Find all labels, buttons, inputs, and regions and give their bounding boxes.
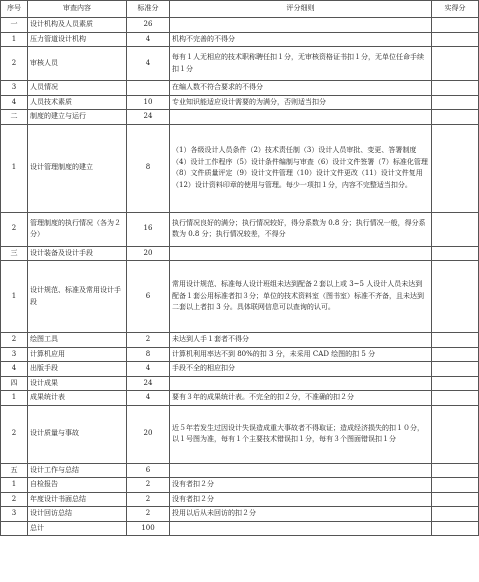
actual-score — [432, 376, 479, 391]
standard-score: 8 — [127, 347, 170, 362]
row-number: 五 — [1, 463, 28, 478]
actual-score — [432, 333, 479, 348]
table-header-row — [1, 1, 479, 18]
actual-score — [432, 212, 479, 246]
review-item: 设计装备及设计手段 — [28, 246, 127, 261]
actual-score — [432, 246, 479, 261]
row-number: 2 — [1, 333, 28, 348]
table-row — [1, 333, 479, 348]
review-item: 绘图工具 — [28, 333, 127, 348]
table-row — [1, 492, 479, 507]
actual-score — [432, 405, 479, 463]
table-row — [1, 81, 479, 96]
actual-score — [432, 95, 479, 110]
table-row — [1, 32, 479, 47]
table-row — [1, 110, 479, 125]
standard-score: 2 — [127, 478, 170, 493]
review-item: 压力管道设计机构 — [28, 32, 127, 47]
row-number: 1 — [1, 478, 28, 493]
header-no: 序号 — [1, 1, 28, 18]
review-item: 设计质量与事故 — [28, 405, 127, 463]
row-number: 2 — [1, 47, 28, 81]
standard-score: 4 — [127, 47, 170, 81]
scoring-rule: 常用设计规范、标准每人设计班组未达到配备２套以上或 3~5 人设计人员未达到配备１套公用标准者扣３分；单位的技术资料室（图书室）标准不齐备，且未达到二套以上者扣 3 分。具体联网信息可以查询的认可。 — [170, 261, 432, 333]
actual-score — [432, 261, 479, 333]
header-actual-score: 实得分 — [432, 1, 479, 18]
row-number: 3 — [1, 81, 28, 96]
scoring-rule: 机构不完善的不得分 — [170, 32, 432, 47]
actual-score — [432, 391, 479, 406]
table-row — [1, 521, 479, 536]
standard-score: 26 — [127, 18, 170, 33]
scoring-rule — [170, 521, 432, 536]
standard-score: 6 — [127, 463, 170, 478]
review-item: 人员情况 — [28, 81, 127, 96]
standard-score: 6 — [127, 261, 170, 333]
standard-score: 4 — [127, 362, 170, 377]
standard-score: 2 — [127, 507, 170, 522]
scoring-rule: 手段不全的相应扣分 — [170, 362, 432, 377]
standard-score: 8 — [127, 124, 170, 212]
row-number: 4 — [1, 362, 28, 377]
table-row — [1, 376, 479, 391]
review-item: 设计机构及人员素质 — [28, 18, 127, 33]
review-item: 计算机应用 — [28, 347, 127, 362]
standard-score: 2 — [127, 492, 170, 507]
review-item: 出版手段 — [28, 362, 127, 377]
review-item: 设计管理制度的建立 — [28, 124, 127, 212]
row-number: 二 — [1, 110, 28, 125]
actual-score — [432, 18, 479, 33]
standard-score: 20 — [127, 246, 170, 261]
actual-score — [432, 32, 479, 47]
table-row — [1, 261, 479, 333]
actual-score — [432, 347, 479, 362]
header-standard-score: 标准分 — [127, 1, 170, 18]
actual-score — [432, 463, 479, 478]
row-number: 一 — [1, 18, 28, 33]
standard-score: 2 — [127, 333, 170, 348]
scoring-rule: 没有者扣２分 — [170, 478, 432, 493]
table-row — [1, 362, 479, 377]
standard-score: 100 — [127, 521, 170, 536]
row-number: 4 — [1, 95, 28, 110]
scoring-rule — [170, 110, 432, 125]
table-row — [1, 212, 479, 246]
actual-score — [432, 362, 479, 377]
table-row — [1, 95, 479, 110]
review-item: 设计规范、标准及常用设计手段 — [28, 261, 127, 333]
review-item: 管理制度的执行情况（各为２分） — [28, 212, 127, 246]
actual-score — [432, 81, 479, 96]
scoring-rule: 执行情况良好的满分；执行情况较好，得分系数为 0.8 分；执行情况一般，得分系数为 0.8 分；执行情况较差，不得分 — [170, 212, 432, 246]
scoring-rule: 未达到人手１套者不得分 — [170, 333, 432, 348]
review-item: 成果统计表 — [28, 391, 127, 406]
standard-score: 4 — [127, 391, 170, 406]
table-row — [1, 391, 479, 406]
row-number — [1, 521, 28, 536]
standard-score: 20 — [127, 405, 170, 463]
scoring-rule: 专业知识能适应设计需要的为满分，否则适当扣分 — [170, 95, 432, 110]
actual-score — [432, 521, 479, 536]
table-row — [1, 18, 479, 33]
scoring-rule — [170, 18, 432, 33]
review-item: 自检报告 — [28, 478, 127, 493]
standard-score — [127, 81, 170, 96]
table-row — [1, 347, 479, 362]
row-number: 四 — [1, 376, 28, 391]
row-number: 2 — [1, 492, 28, 507]
row-number: 2 — [1, 212, 28, 246]
row-number: 2 — [1, 405, 28, 463]
review-item: 设计成果 — [28, 376, 127, 391]
review-item: 制度的建立与运行 — [28, 110, 127, 125]
table-row — [1, 405, 479, 463]
scoring-rule: 每有１人无相应的技术职称聘任扣１分，无审核资格证书扣１分，无单位任命手续扣１分 — [170, 47, 432, 81]
row-number: 三 — [1, 246, 28, 261]
row-number: 1 — [1, 261, 28, 333]
scoring-rule: 计算机利用率达不到 80%的扣 3 分，未采用 CAD 绘图的扣 5 分 — [170, 347, 432, 362]
review-item: 审核人员 — [28, 47, 127, 81]
header-item: 审查内容 — [28, 1, 127, 18]
scoring-rule: 没有者扣２分 — [170, 492, 432, 507]
actual-score — [432, 507, 479, 522]
review-item: 总计 — [28, 521, 127, 536]
standard-score: 10 — [127, 95, 170, 110]
review-item: 人员技术素质 — [28, 95, 127, 110]
scoring-rule — [170, 463, 432, 478]
actual-score — [432, 110, 479, 125]
table-row — [1, 463, 479, 478]
review-item: 年度设计书面总结 — [28, 492, 127, 507]
standard-score: 16 — [127, 212, 170, 246]
row-number: 1 — [1, 124, 28, 212]
scoring-rule: （1）各级设计人员条件（2）技术责任制（3）设计人员审批、变更、答署制度（4）设计工作程序（5）设计条件编制与审查（6）设计文件签署（7）标准化管理（8）文件质量评定（9）设计文件管理（10）设计文件更改（11）设计文件复用（12）设计资料印章的使用与管理。每少一项扣１分，内容不完整适当扣分。 — [170, 124, 432, 212]
table-row — [1, 246, 479, 261]
review-item: 设计工作与总结 — [28, 463, 127, 478]
standard-score: 4 — [127, 32, 170, 47]
standard-score: 24 — [127, 110, 170, 125]
actual-score — [432, 47, 479, 81]
table-row — [1, 124, 479, 212]
scoring-rule: 在编人数不符合要求的不得分 — [170, 81, 432, 96]
table-row — [1, 478, 479, 493]
table-row — [1, 47, 479, 81]
actual-score — [432, 478, 479, 493]
actual-score — [432, 124, 479, 212]
row-number: 1 — [1, 391, 28, 406]
scoring-rule: 要有３年的成果统计表。不完全的扣２分，不准确的扣２分 — [170, 391, 432, 406]
actual-score — [432, 492, 479, 507]
review-item: 设计回访总结 — [28, 507, 127, 522]
row-number: 3 — [1, 507, 28, 522]
scoring-rule: 投用以后从未回访的扣２分 — [170, 507, 432, 522]
scoring-rule: 近５年若发生过因设计失误造成重大事故者不得取证；造成经济损失的扣１０分，以１号图为准，每有１个主要技术错误扣１分，每有３个图面错误扣１分 — [170, 405, 432, 463]
row-number: 1 — [1, 32, 28, 47]
table-row — [1, 507, 479, 522]
header-scoring-rules: 评分细则 — [170, 1, 432, 18]
scoring-rule — [170, 246, 432, 261]
scoring-rule — [170, 376, 432, 391]
standard-score: 24 — [127, 376, 170, 391]
row-number: 3 — [1, 347, 28, 362]
